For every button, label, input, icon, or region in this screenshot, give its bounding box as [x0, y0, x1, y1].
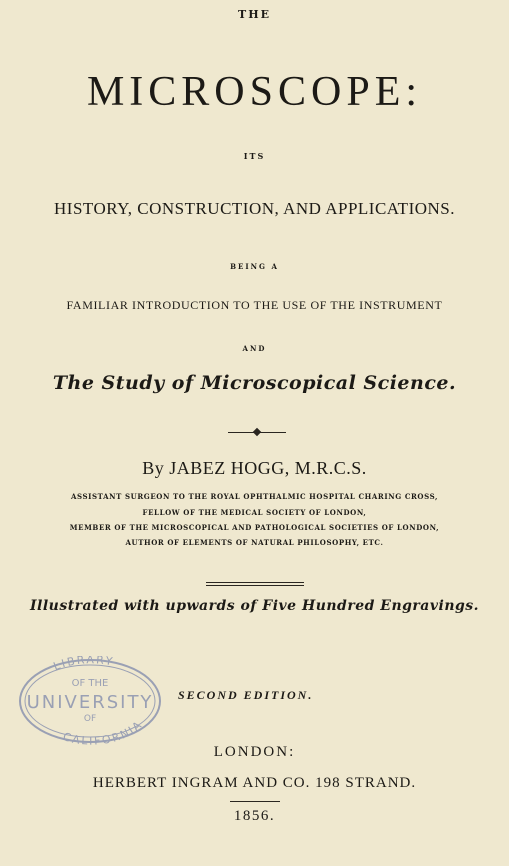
svg-text:LIBRARY — [52, 656, 116, 673]
familiar-introduction: FAMILIAR INTRODUCTION TO THE USE OF THE INSTRUMENT — [66, 298, 443, 312]
its-label: ITS — [243, 151, 266, 161]
subtitle: HISTORY, CONSTRUCTION, AND APPLICATIONS. — [54, 199, 455, 218]
library-stamp-icon — [14, 656, 164, 746]
being-a-label: BEING A — [230, 262, 279, 271]
city-label: LONDON: — [213, 744, 296, 760]
stamp-line: OF — [83, 714, 97, 724]
credential-line: MEMBER OF THE MICROSCOPICAL AND PATHOLOGICAL SOCIETIES OF LONDON, — [69, 523, 440, 532]
stamp-bottom-text: CALIFORNIA — [61, 717, 146, 746]
author-line: By JABEZ HOGG, M.R.C.S. — [142, 458, 367, 478]
illustrated-line: Illustrated with upwards of Five Hundred Engravings. — [29, 598, 480, 614]
stamp-top-text: LIBRARY — [51, 656, 116, 674]
divider-rule — [206, 585, 304, 586]
svg-text:CALIFORNIA — [61, 718, 145, 746]
credential-line: AUTHOR OF ELEMENTS OF NATURAL PHILOSOPHY, ETC. — [125, 538, 384, 547]
publisher-label: HERBERT INGRAM AND CO. 198 STRAND. — [92, 775, 417, 791]
divider-rule — [206, 582, 304, 583]
credential-line: FELLOW OF THE MEDICAL SOCIETY OF LONDON, — [142, 508, 367, 517]
main-title: MICROSCOPE: — [86, 69, 423, 115]
stamp-line: OF THE — [71, 678, 109, 689]
and-label: AND — [242, 344, 267, 353]
divider-rule — [230, 801, 280, 802]
title-article: THE — [238, 8, 271, 21]
study-line: The Study of Microscopical Science. — [52, 372, 457, 394]
credential-line: ASSISTANT SURGEON TO THE ROYAL OPHTHALMIC HOSPITAL CHARING CROSS, — [70, 492, 439, 501]
year-label: 1856. — [233, 808, 276, 824]
stamp-line: UNIVERSITY — [26, 692, 154, 713]
edition-label: SECOND EDITION. — [178, 688, 314, 702]
